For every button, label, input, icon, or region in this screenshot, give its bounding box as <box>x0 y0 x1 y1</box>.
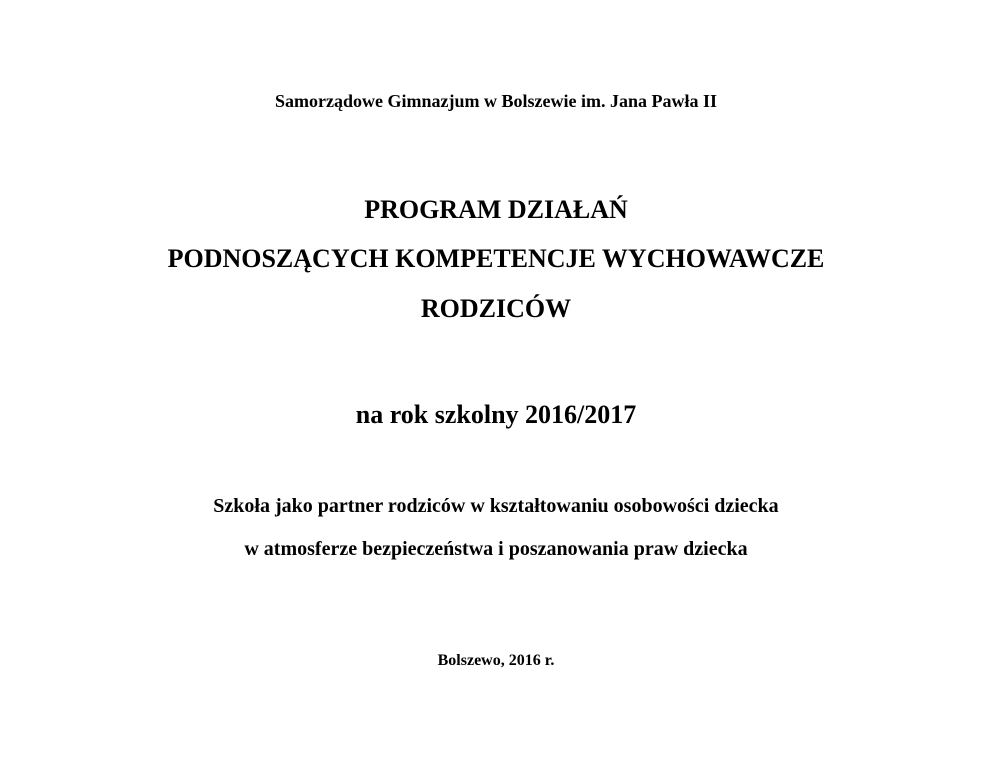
program-title-line-1: PROGRAM DZIAŁAŃ <box>364 195 628 224</box>
school-name: Samorządowe Gimnazjum w Bolszewie im. Jana Pawła II <box>275 91 717 111</box>
program-title-line-3: RODZICÓW <box>420 294 572 323</box>
program-title-line-2: PODNOSZĄCYCH KOMPETENCJE WYCHOWAWCZE <box>167 244 825 273</box>
motto-line-2: w atmosferze bezpieczeństwa i poszanowania praw dziecka <box>244 538 748 560</box>
place-date: Bolszewo, 2016 r. <box>437 652 555 669</box>
school-year: na rok szkolny 2016/2017 <box>355 400 637 429</box>
motto-line-1: Szkoła jako partner rodziców w kształtowaniu osobowości dziecka <box>213 495 779 517</box>
